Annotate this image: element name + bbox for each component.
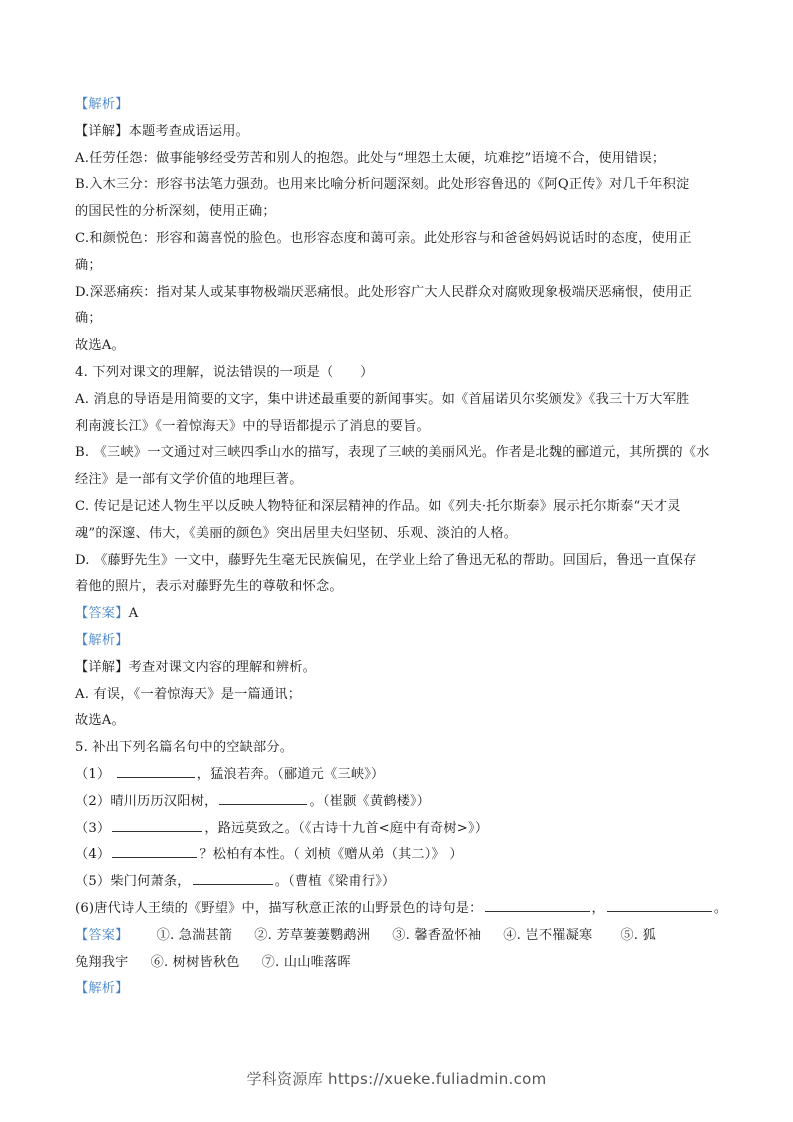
answer-label: 【答案】 xyxy=(75,606,129,622)
answer-item: ①. 急湍甚箭 xyxy=(156,927,233,943)
item-text: 唐代诗人王绩的《野望》中，描写秋意正浓的山野景色的诗句是： xyxy=(94,900,483,916)
item-text: ，路远莫致之。（《古诗十九首<庭中有奇树>》） xyxy=(204,820,489,836)
q5-stem: 5. 补出下列名篇名句中的空缺部分。 xyxy=(75,740,294,756)
analysis-label: 【解析】 xyxy=(75,97,129,112)
item-number: （3） xyxy=(75,820,111,836)
detail-text: 本题考查成语运用。 xyxy=(128,123,250,139)
answer-label: 【答案】 xyxy=(75,927,129,943)
answer-blank[interactable] xyxy=(112,843,197,858)
q4-explain-a: A. 有误，《一着惊海天》是一篇通讯； xyxy=(75,686,302,702)
q5-item-2 xyxy=(75,789,725,816)
item-number: (6) xyxy=(75,900,95,916)
item-text: 晴川历历汉阳树， xyxy=(110,793,218,809)
item-text: ？松柏有本性。（ 刘桢《赠从弟（其二）》 ） xyxy=(199,847,463,863)
q4-stem: 4. 下列对课文的理解，说法错误的一项是（ ） xyxy=(75,364,374,380)
q5-answer-line1 xyxy=(75,923,725,950)
answer-blank[interactable] xyxy=(112,817,202,832)
analysis-label: 【解析】 xyxy=(75,981,129,997)
q3-option-d-line1: D.深恶痛疾：指对某人或某事物极端厌恶痛恨。此处形容广大人民群众对腐败现象极端厌恶痛恨，使用正 xyxy=(75,284,693,300)
q3-option-d-line2: 确； xyxy=(75,311,102,327)
answer-item: ⑦. 山山唯落晖 xyxy=(261,954,351,970)
q4-option-d-line1: D. 《藤野先生》一文中，藤野先生毫无民族偏见，在学业上给了鲁迅无私的帮助。回国后，鲁迅一直保存 xyxy=(75,552,697,568)
document-page xyxy=(75,92,728,1003)
item-text: 。 xyxy=(713,900,728,916)
item-text: ，猛浪若奔。（郦道元《三峡》） xyxy=(196,766,385,782)
q3-conclusion: 故选A。 xyxy=(75,338,125,354)
answer-item-cont: 兔翔我宇 xyxy=(75,954,129,970)
answer-item: ⑤. 狐 xyxy=(620,927,656,943)
detail-label: 【详解】 xyxy=(75,123,129,139)
q4-option-a-line1: A. 消息的导语是用简要的文字，集中讲述最重要的新闻事实。如《首届诺贝尔奖颁发》《我三十万大军胜 xyxy=(75,391,690,407)
q4-option-b-line2: 经注》是一部有文学价值的地理巨著。 xyxy=(75,472,303,488)
q5-item-4 xyxy=(75,842,725,869)
item-number: （5） xyxy=(75,874,111,890)
answer-item: ②. 芳草萋萋鹦鹉洲 xyxy=(254,927,371,943)
detail-line xyxy=(75,119,725,146)
answer-blank[interactable] xyxy=(117,763,195,778)
q5-item-6 xyxy=(75,896,728,923)
item-number: （1） xyxy=(75,766,111,782)
q3-option-c-line2: 确； xyxy=(75,257,102,273)
q4-detail-line xyxy=(75,655,725,682)
q3-option-b-line2: 的国民性的分析深刻，使用正确； xyxy=(75,204,276,220)
q5-item-3 xyxy=(75,816,725,843)
q4-option-d-line2: 着他的照片，表示对藤野先生的尊敬和怀念。 xyxy=(75,579,343,595)
q4-option-c-line1: C. 传记是记述人物生平以反映人物特征和深层精神的作品。如《列夫·托尔斯泰》展示托尔斯泰“天才灵 xyxy=(75,498,681,514)
answer-blank[interactable] xyxy=(485,897,590,912)
item-text: ， xyxy=(591,900,605,916)
q3-option-a: A.任劳任怨：做事能够经受劳苦和别人的抱怨。此处与“埋怨土太硬，坑难挖”语境不合，使用错误； xyxy=(75,150,666,166)
answer-blank[interactable] xyxy=(219,790,307,805)
footer-watermark: 学科资源库 https://xueke.fuliadmin.com xyxy=(246,1070,547,1088)
detail-label: 【详解】 xyxy=(75,659,129,675)
answer-value: A xyxy=(128,606,139,622)
answer-item: ⑥. 树树皆秋色 xyxy=(150,954,240,970)
answer-blank[interactable] xyxy=(607,897,712,912)
q5-item-5 xyxy=(75,869,725,896)
item-number: （4） xyxy=(75,847,111,863)
item-number: （2） xyxy=(75,793,111,809)
item-text: 柴门何萧条， xyxy=(110,874,191,890)
q3-option-b-line1: B.入木三分：形容书法笔力强劲。也用来比喻分析问题深刻。此处形容鲁迅的《阿Q正传》对几千年积淀 xyxy=(75,177,690,193)
q4-conclusion: 故选A。 xyxy=(75,713,125,729)
q5-item-1 xyxy=(75,762,725,789)
analysis-label: 【解析】 xyxy=(75,632,129,648)
detail-text: 考查对课文内容的理解和辨析。 xyxy=(128,659,316,675)
item-text: 。（曹植《梁甫行》） xyxy=(274,874,396,890)
answer-blank[interactable] xyxy=(193,870,273,885)
q5-answer-line2 xyxy=(75,950,725,977)
q4-option-b-line1: B. 《三峡》一文通过对三峡四季山水的描写，表现了三峡的美丽风光。作者是北魏的郦道元，其所撰的《水 xyxy=(75,445,710,461)
q4-option-c-line2: 魂”的深邃、伟大，《美丽的颜色》突出居里夫妇坚韧、乐观、淡泊的人格。 xyxy=(75,525,518,541)
answer-item: ③. 馨香盈怀袖 xyxy=(392,927,482,943)
q3-option-c-line1: C.和颜悦色：形容和蔼喜悦的脸色。也形容态度和蔼可亲。此处形容与和爸爸妈妈说话时的态度，使用正 xyxy=(75,230,692,246)
q4-option-a-line2: 利南渡长江》《一着惊海天》中的导语都提示了消息的要旨。 xyxy=(75,418,430,434)
item-text: 。（崔颢《黄鹤楼》） xyxy=(309,793,431,809)
q4-answer-line xyxy=(75,601,725,628)
answer-item: ④. 岂不罹凝寒 xyxy=(503,927,593,943)
